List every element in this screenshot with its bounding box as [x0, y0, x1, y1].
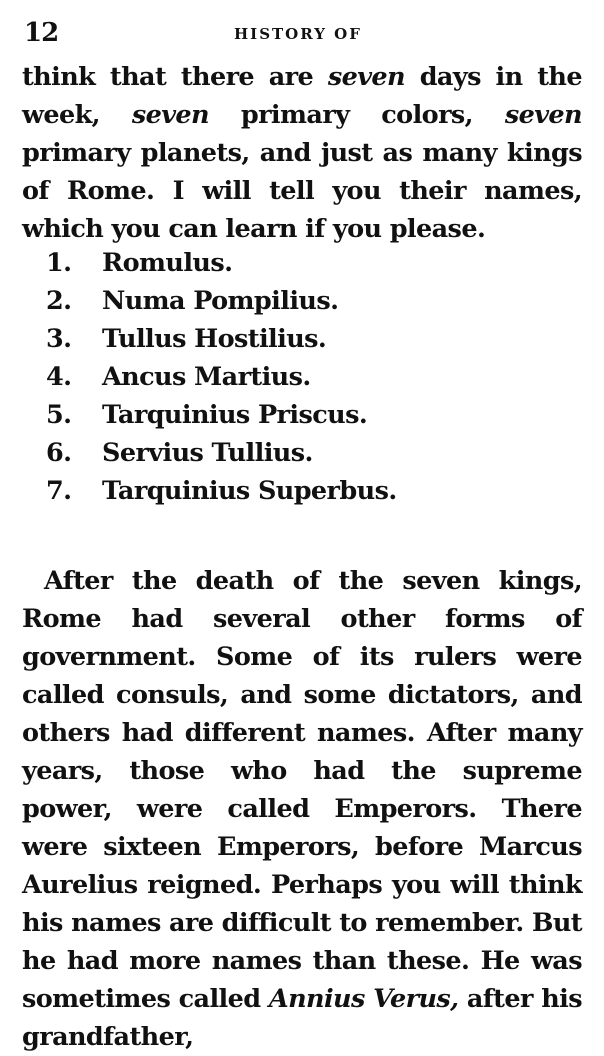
- king-name: Tarquinius Superbus.: [102, 476, 397, 506]
- running-head: HISTORY OF: [234, 25, 362, 43]
- list-number: 3.: [46, 324, 72, 354]
- list-number: 6.: [46, 438, 72, 468]
- king-name: Tullus Hostilius.: [102, 324, 327, 354]
- list-item: [0, 282, 604, 320]
- text-run: think that there are: [22, 62, 328, 92]
- list-item: [0, 396, 604, 434]
- list-number: 2.: [46, 286, 72, 316]
- page-header: [24, 18, 582, 50]
- list-item: [0, 434, 604, 472]
- text-run: days in the week,: [22, 62, 582, 130]
- king-name: Numa Pompilius.: [102, 286, 339, 316]
- emphasis-seven: seven: [131, 100, 209, 130]
- list-number: 5.: [46, 400, 72, 430]
- emphasis-seven: seven: [504, 100, 582, 130]
- list-item: [0, 358, 604, 396]
- text-run: After the death of the seven kings, Rome had several other forms of government. Some of its rulers were called consuls, and some dictators, and others had different names. After many years, those who had the supreme power, were called Emperors. There were sixteen Emperors, before Marcus Aurelius reigned. Perhaps you will think his names are difficult to remember. But he had more names than these. He was sometimes called: [22, 566, 582, 1014]
- emphasis-seven: seven: [327, 62, 405, 92]
- list-number: 4.: [46, 362, 72, 392]
- text-run: primary colors,: [209, 100, 505, 130]
- kings-list: [0, 244, 604, 510]
- list-item: [0, 320, 604, 358]
- text-run: after his grandfather,: [22, 984, 582, 1052]
- paragraph-history: [22, 562, 582, 1056]
- king-name: Tarquinius Priscus.: [102, 400, 368, 430]
- text-run: primary planets, and just as many kings of Rome. I will tell you their names, which you can learn if you please.: [22, 138, 582, 244]
- page-number: 12: [24, 18, 59, 48]
- king-name: Romulus.: [102, 248, 233, 278]
- list-number: 7.: [46, 476, 72, 506]
- emphasis-name: Annius Verus,: [268, 984, 459, 1014]
- list-number: 1.: [46, 248, 72, 278]
- list-item: [0, 472, 604, 510]
- list-item: [0, 244, 604, 282]
- king-name: Ancus Martius.: [102, 362, 311, 392]
- king-name: Servius Tullius.: [102, 438, 313, 468]
- paragraph-intro: [22, 58, 582, 248]
